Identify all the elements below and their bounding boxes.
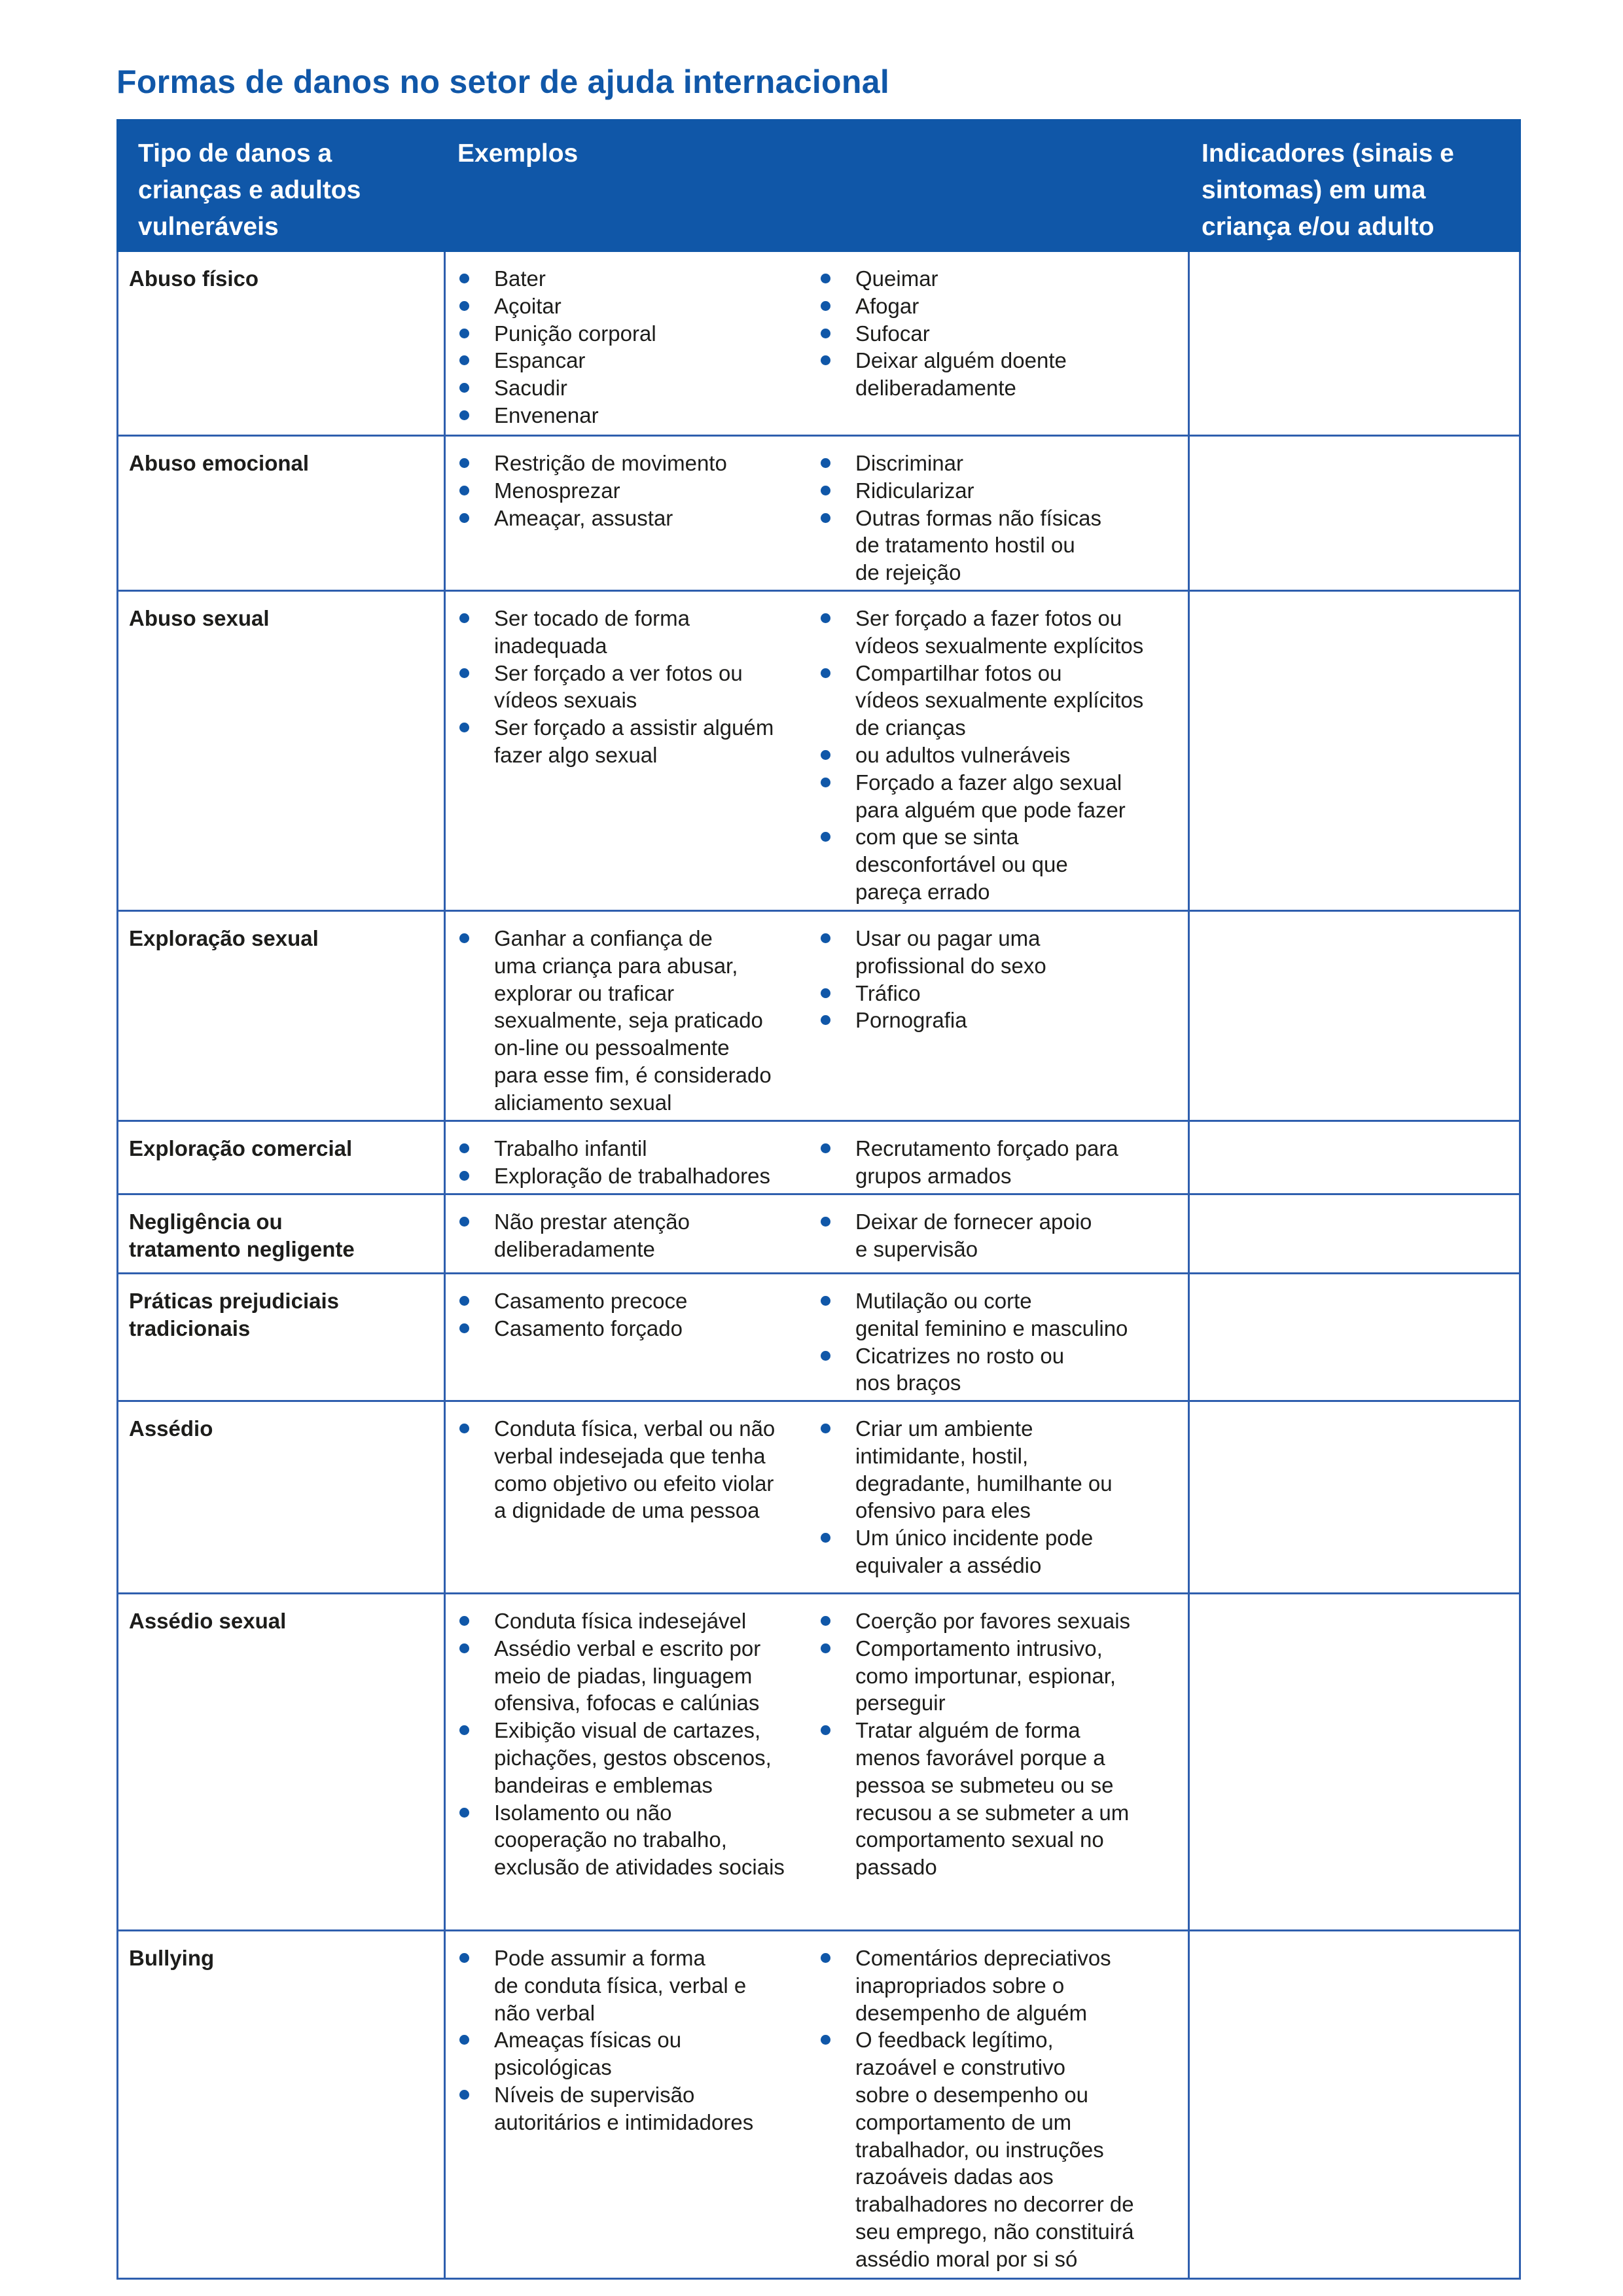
example-text: com que se sinta desconfortável ou que pareça errado <box>855 825 1068 904</box>
example-item <box>817 293 1179 320</box>
example-text: Um único incidente pode equivaler a assédio <box>855 1526 1094 1577</box>
example-text: Cicatrizes no rosto ou nos braços <box>855 1343 1065 1395</box>
example-item <box>817 1607 1179 1635</box>
examples-list-left <box>456 1287 817 1397</box>
example-text: Ridicularizar <box>855 478 974 503</box>
example-item <box>456 1415 817 1524</box>
example-item <box>456 450 817 477</box>
example-item <box>456 660 817 715</box>
example-item <box>817 605 1179 660</box>
example-text: Sacudir <box>494 376 567 401</box>
harm-type-cell <box>118 1274 445 1401</box>
indicators-cell[interactable] <box>1189 1121 1520 1194</box>
harm-type-cell <box>118 1594 445 1931</box>
table-row <box>118 1274 1520 1401</box>
example-item <box>456 1162 817 1190</box>
examples-list-right <box>817 1287 1179 1397</box>
examples-list-left <box>456 450 817 586</box>
example-item <box>817 1945 1179 2026</box>
harm-type-label: Abuso sexual <box>129 606 270 630</box>
indicators-cell[interactable] <box>1189 251 1520 436</box>
example-item <box>456 1315 817 1342</box>
example-item <box>456 1945 817 2026</box>
header-indicators: Indicadores (sinais e sintomas) em uma criança e/ou adulto <box>1189 120 1520 251</box>
examples-list-right <box>817 1135 1179 1190</box>
example-text: Pornografia <box>855 1008 967 1033</box>
example-text: Casamento forçado <box>494 1316 683 1340</box>
examples-list-right <box>817 1415 1179 1579</box>
indicators-cell[interactable] <box>1189 1594 1520 1931</box>
table-row <box>118 251 1520 436</box>
harm-type-label: Exploração sexual <box>129 926 319 950</box>
examples-list-left <box>456 265 817 429</box>
example-item <box>817 925 1179 980</box>
example-text: Pode assumir a forma de conduta física, verbal e não verbal <box>494 1946 747 2025</box>
example-item <box>817 2026 1179 2272</box>
examples-cell <box>445 1121 1189 1194</box>
table-row <box>118 1931 1520 2279</box>
example-item <box>817 980 1179 1007</box>
harm-type-cell <box>118 436 445 591</box>
example-text: Exploração de trabalhadores <box>494 1163 770 1188</box>
example-text: Comportamento intrusivo, como importunar, espionar, perseguir <box>855 1636 1116 1715</box>
example-item <box>456 477 817 505</box>
example-item <box>456 714 817 769</box>
example-text: Deixar alguém doente deliberadamente <box>855 348 1067 401</box>
harm-type-label: Assédio sexual <box>129 1609 287 1633</box>
table-row <box>118 591 1520 911</box>
example-text: ou adultos vulneráveis <box>855 742 1071 767</box>
example-item <box>456 1287 817 1315</box>
table-header <box>118 120 1520 251</box>
example-item <box>817 265 1179 293</box>
example-text: Outras formas não físicas de tratamento hostil ou de rejeição <box>855 505 1101 585</box>
examples-list-left <box>456 1607 817 1881</box>
examples-cell <box>445 251 1189 436</box>
harm-type-label: Bullying <box>129 1946 215 1970</box>
example-text: Níveis de supervisão autoritários e intimidadores <box>494 2082 754 2134</box>
indicators-cell[interactable] <box>1189 1274 1520 1401</box>
header-harm-type: Tipo de danos a crianças e adultos vulneráveis <box>118 120 445 251</box>
example-item <box>817 1007 1179 1034</box>
example-text: Tratar alguém de forma menos favorável porque a pessoa se submeteu ou se recusou a se submeter a um comportamento sexual no passado <box>855 1718 1130 1880</box>
harm-type-cell <box>118 1401 445 1594</box>
harm-type-label: Negligência ou tratamento negligente <box>129 1210 355 1261</box>
example-item <box>456 2081 817 2136</box>
examples-cell <box>445 1274 1189 1401</box>
table-row <box>118 1121 1520 1194</box>
indicators-cell[interactable] <box>1189 591 1520 911</box>
example-item <box>456 1135 817 1162</box>
example-text: Espancar <box>494 348 586 373</box>
example-item <box>456 347 817 374</box>
example-item <box>817 477 1179 505</box>
example-item <box>817 1135 1179 1190</box>
examples-list-left <box>456 1415 817 1579</box>
example-item <box>817 1524 1179 1579</box>
example-text: Afogar <box>855 293 919 318</box>
harm-type-label: Abuso emocional <box>129 451 310 475</box>
examples-cell <box>445 911 1189 1121</box>
indicators-cell[interactable] <box>1189 1401 1520 1594</box>
examples-cell <box>445 1194 1189 1274</box>
example-item <box>456 925 817 1117</box>
harm-forms-table <box>116 119 1521 2280</box>
example-text: Trabalho infantil <box>494 1136 647 1160</box>
example-text: Restrição de movimento <box>494 451 727 475</box>
example-text: Mutilação ou corte genital feminino e masculino <box>855 1289 1128 1340</box>
example-item <box>817 742 1179 769</box>
example-text: Não prestar atenção deliberadamente <box>494 1210 690 1261</box>
example-text: Ameaçar, assustar <box>494 505 673 530</box>
examples-list-right <box>817 450 1179 586</box>
table-row <box>118 911 1520 1121</box>
harm-type-cell <box>118 251 445 436</box>
examples-cell <box>445 591 1189 911</box>
harm-type-cell <box>118 1121 445 1194</box>
example-item <box>456 505 817 532</box>
example-item <box>817 1208 1179 1263</box>
example-text: Açoitar <box>494 293 562 318</box>
example-text: Conduta física indesejável <box>494 1609 747 1633</box>
example-item <box>456 1717 817 1799</box>
example-item <box>817 1287 1179 1342</box>
examples-list-right <box>817 1607 1179 1881</box>
example-text: Comentários depreciativos inapropriados sobre o desempenho de alguém <box>855 1946 1111 2025</box>
examples-list-right <box>817 265 1179 429</box>
example-text: Forçado a fazer algo sexual para alguém que pode fazer <box>855 770 1126 822</box>
harm-type-cell <box>118 591 445 911</box>
indicators-cell[interactable] <box>1189 1194 1520 1274</box>
examples-list-left <box>456 925 817 1117</box>
example-text: Envenenar <box>494 403 599 427</box>
indicators-cell[interactable] <box>1189 1931 1520 2279</box>
table-row <box>118 1594 1520 1931</box>
example-item <box>817 1415 1179 1524</box>
harm-type-cell <box>118 911 445 1121</box>
example-text: Deixar de fornecer apoio e supervisão <box>855 1210 1092 1261</box>
example-text: Discriminar <box>855 451 963 475</box>
examples-list-left <box>456 1135 817 1190</box>
examples-list-left <box>456 1945 817 2273</box>
example-item <box>817 660 1179 742</box>
example-text: Ser tocado de forma inadequada <box>494 606 690 658</box>
examples-cell <box>445 1401 1189 1594</box>
table-row <box>118 436 1520 591</box>
example-text: Coerção por favores sexuais <box>855 1609 1131 1633</box>
example-text: Queimar <box>855 266 938 291</box>
example-text: Ganhar a confiança de uma criança para abusar, explorar ou traficar sexualmente, seja praticado on-line ou pessoalmente para esse fim, é considerado aliciamento sexual <box>494 926 772 1115</box>
examples-cell <box>445 1594 1189 1931</box>
example-text: Exibição visual de cartazes, pichações, gestos obscenos, bandeiras e emblemas <box>494 1718 772 1797</box>
harm-type-cell <box>118 1931 445 2279</box>
table-row <box>118 1401 1520 1594</box>
example-text: Compartilhar fotos ou vídeos sexualmente explícitos de crianças <box>855 660 1144 740</box>
example-text: Ameaças físicas ou psicológicas <box>494 2028 682 2080</box>
example-item <box>817 320 1179 348</box>
example-text: Menosprezar <box>494 478 620 503</box>
example-text: Bater <box>494 266 546 291</box>
example-text: Punição corporal <box>494 321 656 346</box>
harm-type-label: Práticas prejudiciais tradicionais <box>129 1289 339 1340</box>
example-text: Conduta física, verbal ou não verbal indesejada que tenha como objetivo ou efeito violar a dignidade de uma pessoa <box>494 1416 776 1523</box>
page-title: Formas de danos no setor de ajuda internacional <box>116 63 890 100</box>
table-body <box>118 251 1520 2279</box>
example-item <box>817 347 1179 402</box>
header-examples: Exemplos <box>445 120 1189 251</box>
example-text: Ser forçado a fazer fotos ou vídeos sexualmente explícitos <box>855 606 1144 658</box>
examples-list-left <box>456 605 817 906</box>
example-item <box>456 2026 817 2081</box>
examples-cell <box>445 1931 1189 2279</box>
example-item <box>456 1607 817 1635</box>
examples-list-left <box>456 1208 817 1263</box>
examples-list-right <box>817 605 1179 906</box>
example-item <box>817 505 1179 586</box>
example-text: Sufocar <box>855 321 930 346</box>
examples-list-right <box>817 1208 1179 1263</box>
example-item <box>456 1208 817 1263</box>
indicators-cell[interactable] <box>1189 436 1520 591</box>
example-text: Ser forçado a ver fotos ou vídeos sexuais <box>494 660 743 713</box>
example-text: Criar um ambiente intimidante, hostil, degradante, humilhante ou ofensivo para eles <box>855 1416 1113 1523</box>
example-item <box>456 1799 817 1881</box>
harm-type-label: Assédio <box>129 1416 213 1441</box>
example-item <box>456 605 817 660</box>
harm-type-cell <box>118 1194 445 1274</box>
examples-cell <box>445 436 1189 591</box>
example-text: Casamento precoce <box>494 1289 688 1313</box>
example-item <box>817 769 1179 824</box>
example-item <box>817 1635 1179 1717</box>
example-item <box>456 374 817 402</box>
indicators-cell[interactable] <box>1189 911 1520 1121</box>
example-item <box>456 402 817 429</box>
example-item <box>817 1342 1179 1397</box>
example-item <box>456 293 817 320</box>
example-text: Tráfico <box>855 980 921 1005</box>
example-text: Isolamento ou não cooperação no trabalho, exclusão de atividades sociais <box>494 1800 785 1880</box>
example-item <box>456 265 817 293</box>
harm-type-label: Abuso físico <box>129 266 259 291</box>
example-text: Assédio verbal e escrito por meio de piadas, linguagem ofensiva, fofocas e calúnias <box>494 1636 761 1715</box>
example-text: O feedback legítimo, razoável e construtivo sobre o desempenho ou comportamento de um trabalhador, ou instruções razoáveis dadas aos trabalhadores no decorrer de seu emprego, não constituirá assédio moral por si só <box>855 2028 1134 2271</box>
example-text: Usar ou pagar uma profissional do sexo <box>855 926 1046 978</box>
table-row <box>118 1194 1520 1274</box>
example-item <box>456 1635 817 1717</box>
example-text: Ser forçado a assistir alguém fazer algo sexual <box>494 715 774 767</box>
harm-type-label: Exploração comercial <box>129 1136 353 1160</box>
example-item <box>817 450 1179 477</box>
example-item <box>817 1717 1179 1881</box>
example-text: Recrutamento forçado para grupos armados <box>855 1136 1118 1188</box>
examples-list-right <box>817 925 1179 1117</box>
example-item <box>817 823 1179 905</box>
example-item <box>456 320 817 348</box>
examples-list-right <box>817 1945 1179 2273</box>
